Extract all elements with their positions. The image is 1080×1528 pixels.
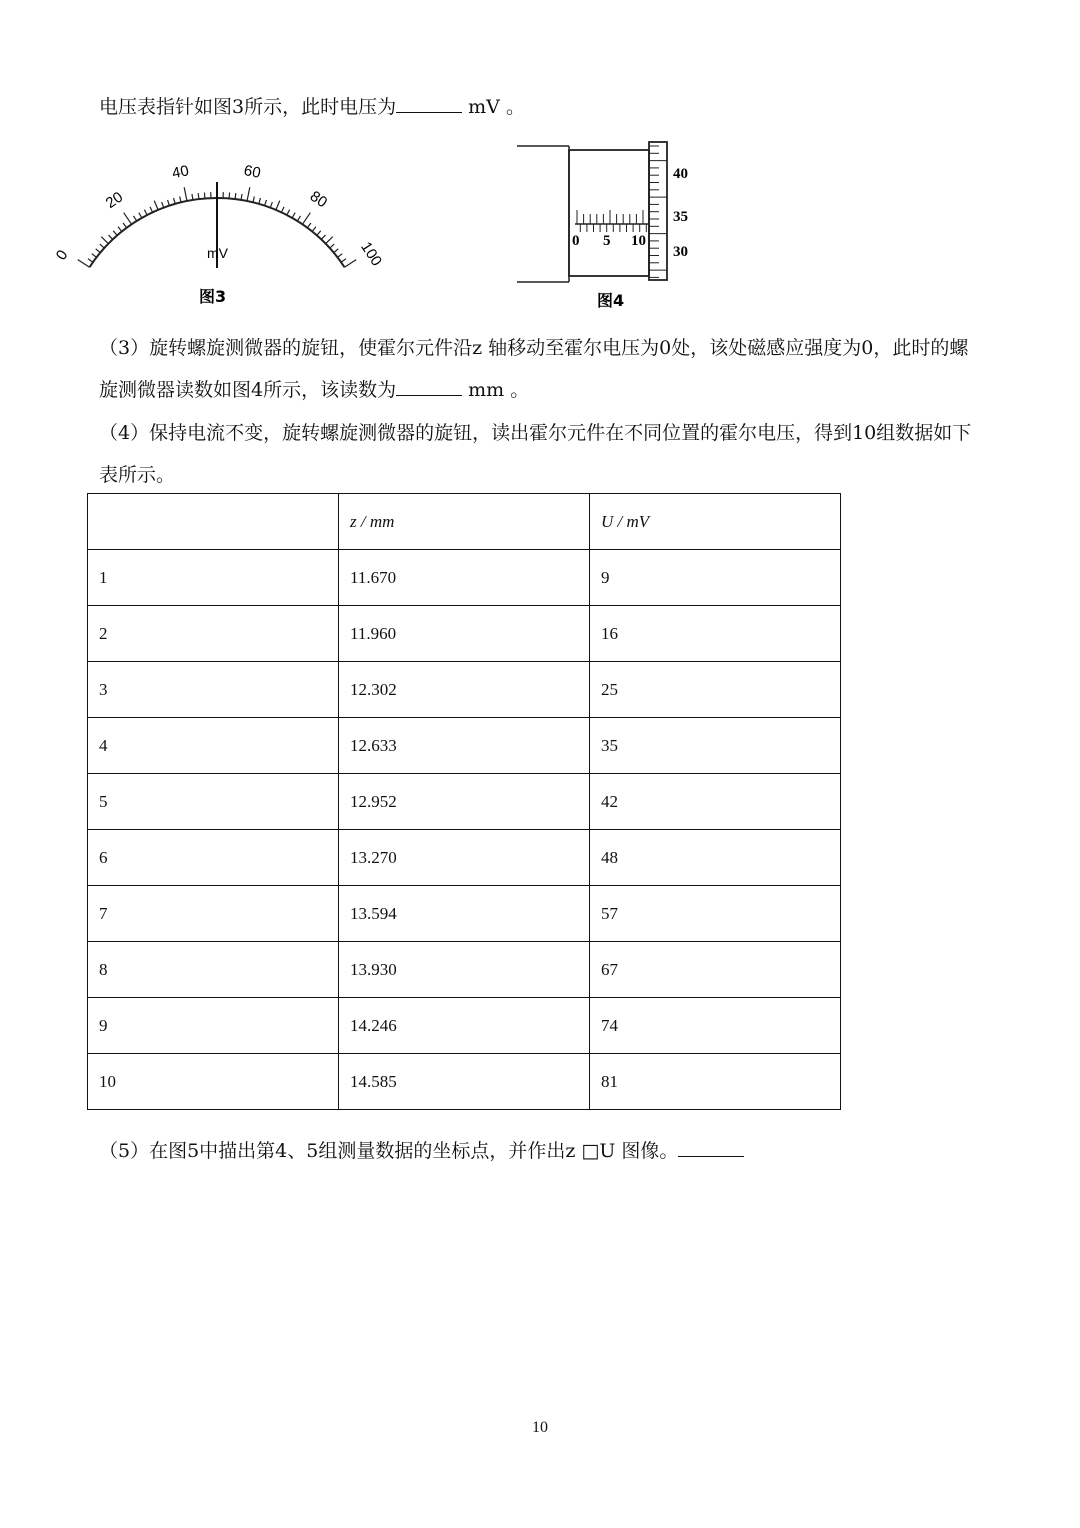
thimble-label-35: 35 xyxy=(673,209,688,225)
table-cell-u: 81 xyxy=(590,1054,841,1110)
question-3-line-b xyxy=(99,375,529,402)
table-cell-u: 25 xyxy=(590,662,841,718)
table-cell-index: 4 xyxy=(88,718,339,774)
table-cell-index: 9 xyxy=(88,998,339,1054)
voltmeter-dial xyxy=(52,160,386,310)
table-cell-index: 10 xyxy=(88,1054,339,1110)
table-cell-u: 35 xyxy=(590,718,841,774)
table-cell-u: 74 xyxy=(590,998,841,1054)
dial-tick xyxy=(276,201,280,210)
micrometer-drawing xyxy=(515,136,705,314)
table-header-u: U / mV xyxy=(590,494,841,550)
question-5-text: （5）在图5中描出第4、5组测量数据的坐标点，并作出z □U 图像。 xyxy=(99,1140,679,1162)
question-5-line xyxy=(99,1136,744,1163)
table-row xyxy=(88,942,841,998)
table-header-index xyxy=(88,494,339,550)
figure-3-caption: 图3 xyxy=(199,287,227,306)
answer-blank[interactable] xyxy=(396,94,462,113)
dial-label-60: 60 xyxy=(242,161,263,182)
micrometer-thimble xyxy=(649,142,667,280)
table-cell-index: 7 xyxy=(88,886,339,942)
table-cell-u: 9 xyxy=(590,550,841,606)
table-cell-z: 13.594 xyxy=(339,886,590,942)
question-3-text: 旋测微器读数如图4所示，该读数为 xyxy=(99,379,397,401)
punctuation: 。 xyxy=(505,96,525,118)
table-row xyxy=(88,718,841,774)
table-row xyxy=(88,998,841,1054)
punctuation: 。 xyxy=(510,379,530,401)
table-header-z: z / mm xyxy=(339,494,590,550)
question-voltage-text: 电压表指针如图3所示，此时电压为 xyxy=(99,96,397,118)
unit-mm: mm xyxy=(468,379,505,401)
dial-unit-label: mV xyxy=(207,245,228,261)
thimble-label-30: 30 xyxy=(673,244,688,260)
figure-3-voltmeter xyxy=(52,160,386,310)
main-scale-label-0: 0 xyxy=(572,233,580,249)
table-cell-index: 5 xyxy=(88,774,339,830)
dial-tick xyxy=(326,237,333,244)
main-scale-label-5: 5 xyxy=(603,233,611,249)
table-cell-z: 13.930 xyxy=(339,942,590,998)
dial-label-100: 100 xyxy=(357,238,386,270)
table-row xyxy=(88,550,841,606)
micrometer-sleeve xyxy=(569,150,649,276)
dial-tick xyxy=(101,237,108,244)
table-row xyxy=(88,606,841,662)
table-row xyxy=(88,830,841,886)
question-4-line-b: 表所示。 xyxy=(99,464,176,486)
figure-4-micrometer xyxy=(515,136,705,314)
main-scale-label-10: 10 xyxy=(631,233,646,249)
dial-tick xyxy=(344,260,356,268)
dial-tick xyxy=(302,213,310,225)
table-cell-u: 42 xyxy=(590,774,841,830)
data-table xyxy=(87,493,841,1110)
unit-text: mV xyxy=(468,96,500,118)
dial-tick xyxy=(124,213,132,225)
dial-tick xyxy=(78,260,90,268)
page-number: 10 xyxy=(532,1419,548,1436)
table-cell-z: 12.302 xyxy=(339,662,590,718)
table-cell-z: 14.246 xyxy=(339,998,590,1054)
table-row xyxy=(88,774,841,830)
table-cell-index: 6 xyxy=(88,830,339,886)
table-cell-z: 14.585 xyxy=(339,1054,590,1110)
dial-label-20: 20 xyxy=(102,188,127,212)
table-row xyxy=(88,662,841,718)
table-row xyxy=(88,886,841,942)
table-cell-index: 1 xyxy=(88,550,339,606)
question-3-line-a: （3）旋转螺旋测微器的旋钮，使霍尔元件沿z 轴移动至霍尔电压为0处，该处磁感应强度为0，此时的螺 xyxy=(99,337,969,359)
dial-label-40: 40 xyxy=(170,162,191,183)
thimble-label-40: 40 xyxy=(673,166,688,182)
question-voltage-line xyxy=(99,92,525,119)
answer-blank-graph[interactable] xyxy=(678,1138,744,1157)
dial-label-80: 80 xyxy=(306,187,331,212)
table-cell-index: 2 xyxy=(88,606,339,662)
table-cell-u: 67 xyxy=(590,942,841,998)
answer-blank-reading[interactable] xyxy=(396,377,462,396)
table-cell-u: 16 xyxy=(590,606,841,662)
table-row xyxy=(88,1054,841,1110)
table-cell-z: 12.633 xyxy=(339,718,590,774)
table-cell-z: 13.270 xyxy=(339,830,590,886)
table-cell-z: 11.960 xyxy=(339,606,590,662)
table-cell-u: 48 xyxy=(590,830,841,886)
table-cell-z: 12.952 xyxy=(339,774,590,830)
table-cell-index: 3 xyxy=(88,662,339,718)
question-4-line-a: （4）保持电流不变，旋转螺旋测微器的旋钮，读出霍尔元件在不同位置的霍尔电压，得到10组数据如下 xyxy=(99,422,972,444)
dial-tick xyxy=(184,187,187,201)
dial-tick xyxy=(154,201,158,210)
table-header-row xyxy=(88,494,841,550)
table-cell-index: 8 xyxy=(88,942,339,998)
dial-label-0: 0 xyxy=(52,247,72,264)
dial-tick xyxy=(247,187,250,201)
figure-4-caption: 图4 xyxy=(597,291,625,310)
table-cell-u: 57 xyxy=(590,886,841,942)
table-cell-z: 11.670 xyxy=(339,550,590,606)
